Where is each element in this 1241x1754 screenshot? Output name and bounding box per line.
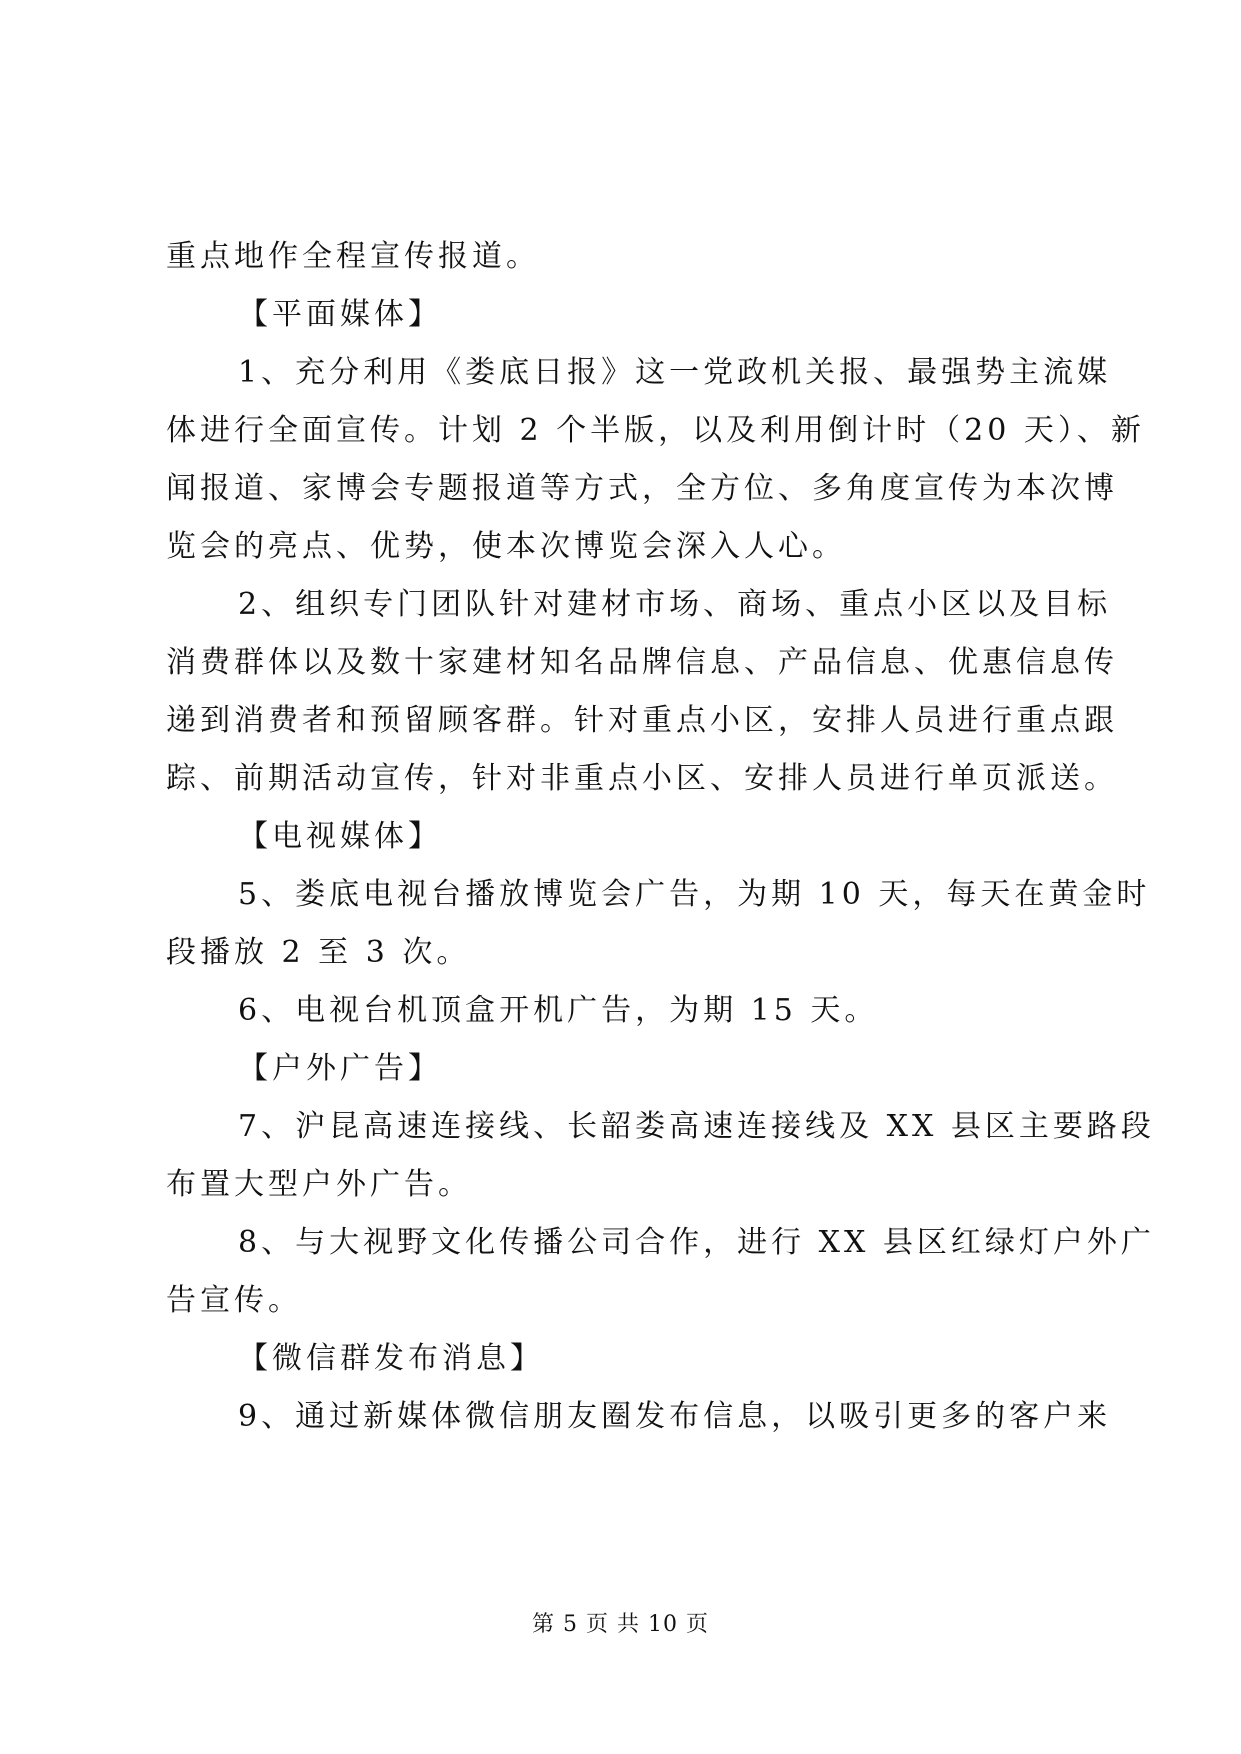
- body-line: 9、通过新媒体微信朋友圈发布信息，以吸引更多的客户来: [238, 1399, 1112, 1434]
- body-line: 体进行全面宣传。计划 2 个半版，以及利用倒计时（20 天）、新: [166, 413, 1145, 448]
- body-line: 览会的亮点、优势，使本次博览会深入人心。: [166, 529, 846, 564]
- body-line: 告宣传。: [166, 1283, 302, 1318]
- body-line: 递到消费者和预留顾客群。针对重点小区，安排人员进行重点跟: [166, 703, 1118, 738]
- body-line: 8、与大视野文化传播公司合作，进行 XX 县区红绿灯户外广: [238, 1225, 1155, 1260]
- page-number-footer: 第 5 页 共 10 页: [532, 1612, 709, 1637]
- body-line: 踪、前期活动宣传，针对非重点小区、安排人员进行单页派送。: [166, 761, 1118, 796]
- body-line: 布置大型户外广告。: [166, 1167, 472, 1202]
- section-heading-outdoor-ads: 【户外广告】: [238, 1051, 442, 1086]
- document-body: [166, 228, 1155, 1446]
- body-line: 7、沪昆高速连接线、长韶娄高速连接线及 XX 县区主要路段: [238, 1109, 1155, 1144]
- body-line: 消费群体以及数十家建材知名品牌信息、产品信息、优惠信息传: [166, 645, 1118, 680]
- body-line: 5、娄底电视台播放博览会广告，为期 10 天，每天在黄金时: [238, 877, 1151, 912]
- body-line: 2、组织专门团队针对建材市场、商场、重点小区以及目标: [238, 587, 1112, 622]
- body-line: 段播放 2 至 3 次。: [166, 935, 471, 970]
- body-line: 6、电视台机顶盒开机广告，为期 15 天。: [238, 993, 879, 1028]
- body-line: 闻报道、家博会专题报道等方式，全方位、多角度宣传为本次博: [166, 471, 1118, 506]
- body-line: 重点地作全程宣传报道。: [166, 239, 540, 274]
- section-heading-print-media: 【平面媒体】: [238, 297, 442, 332]
- section-heading-wechat: 【微信群发布消息】: [238, 1341, 544, 1376]
- section-heading-tv-media: 【电视媒体】: [238, 819, 442, 854]
- body-line: 1、充分利用《娄底日报》这一党政机关报、最强势主流媒: [238, 355, 1112, 390]
